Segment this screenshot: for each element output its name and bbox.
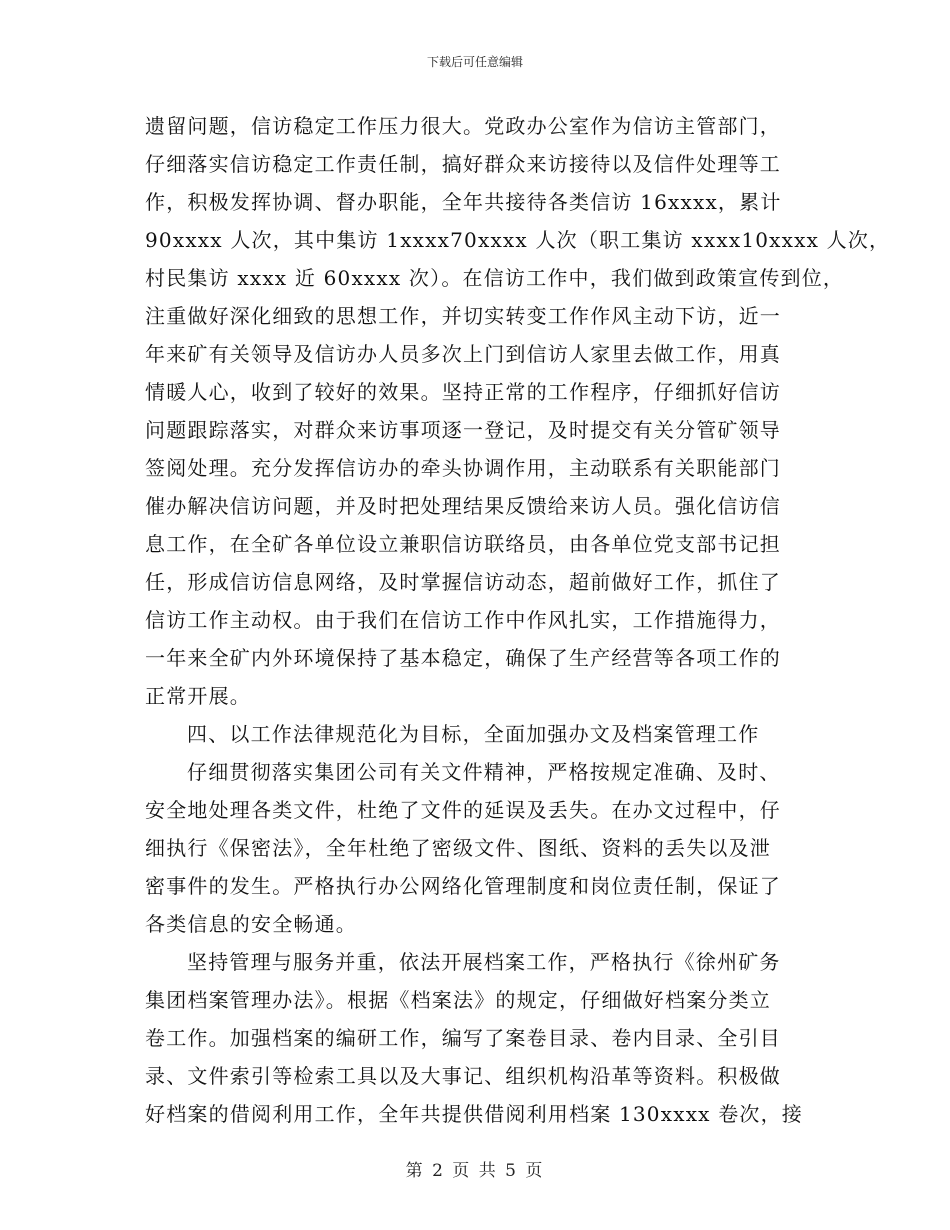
text-line: 信访工作主动权。由于我们在信访工作中作风扎实，工作措施得力， bbox=[145, 608, 781, 632]
text-line: 坚持管理与服务并重，依法开展档案工作，严格执行《徐州矿务 bbox=[187, 950, 781, 974]
page-header-note: 下载后可任意编辑 bbox=[426, 55, 523, 69]
text-line: 村民集访 xxxx 近 60xxxx 次）。在信访工作中，我们做到政策宣传到位， bbox=[145, 266, 845, 290]
text-line: 注重做好深化细致的思想工作，并切实转变工作作风主动下访，近一 bbox=[145, 304, 781, 328]
section-heading: 四、以工作法律规范化为目标，全面加强办文及档案管理工作 bbox=[187, 722, 760, 746]
text-line: 遗留问题，信访稳定工作压力很大。党政办公室作为信访主管部门， bbox=[145, 114, 781, 138]
text-line: 正常开展。 bbox=[145, 684, 251, 708]
text-line: 一年来全矿内外环境保持了基本稳定，确保了生产经营等各项工作的 bbox=[145, 646, 781, 670]
text-line: 安全地处理各类文件，杜绝了文件的延误及丢失。在办文过程中，仔 bbox=[145, 798, 781, 822]
page-number: 第 2 页 共 5 页 bbox=[405, 1161, 545, 1181]
text-line: 卷工作。加强档案的编研工作，编写了案卷目录、卷内目录、全引目 bbox=[145, 1026, 781, 1050]
text-line: 录、文件索引等检索工具以及大事记、组织机构沿革等资料。积极做 bbox=[145, 1064, 781, 1088]
text-line: 年来矿有关领导及信访办人员多次上门到信访人家里去做工作，用真 bbox=[145, 342, 781, 366]
text-line: 息工作，在全矿各单位设立兼职信访联络员，由各单位党支部书记担 bbox=[145, 532, 781, 556]
text-line: 情暖人心，收到了较好的效果。坚持正常的工作程序，仔细抓好信访 bbox=[145, 380, 781, 404]
text-line: 90xxxx 人次，其中集访 1xxxx70xxxx 人次（职工集访 xxxx10xxxx 人次， bbox=[145, 228, 891, 252]
text-line: 密事件的发生。严格执行办公网络化管理制度和岗位责任制，保证了 bbox=[145, 874, 781, 898]
text-line: 集团档案管理办法》。根据《档案法》的规定，仔细做好档案分类立 bbox=[145, 988, 771, 1012]
text-line: 签阅处理。充分发挥信访办的牵头协调作用，主动联系有关职能部门 bbox=[145, 456, 781, 480]
text-line: 好档案的借阅利用工作，全年共提供借阅利用档案 130xxxx 卷次，接 bbox=[145, 1102, 804, 1126]
text-line: 催办解决信访问题，并及时把处理结果反馈给来访人员。强化信访信 bbox=[145, 494, 781, 518]
text-line: 任，形成信访信息网络，及时掌握信访动态，超前做好工作，抓住了 bbox=[145, 570, 781, 594]
text-line: 细执行《保密法》，全年杜绝了密级文件、图纸、资料的丢失以及泄 bbox=[145, 836, 771, 860]
text-line: 仔细贯彻落实集团公司有关文件精神，严格按规定准确、及时、 bbox=[187, 760, 781, 784]
text-line: 问题跟踪落实，对群众来访事项逐一登记，及时提交有关分管矿领导 bbox=[145, 418, 781, 442]
text-line: 仔细落实信访稳定工作责任制，搞好群众来访接待以及信件处理等工 bbox=[145, 152, 781, 176]
text-line: 各类信息的安全畅通。 bbox=[145, 912, 357, 936]
text-line: 作，积极发挥协调、督办职能，全年共接待各类信访 16xxxx，累计 bbox=[145, 190, 782, 214]
